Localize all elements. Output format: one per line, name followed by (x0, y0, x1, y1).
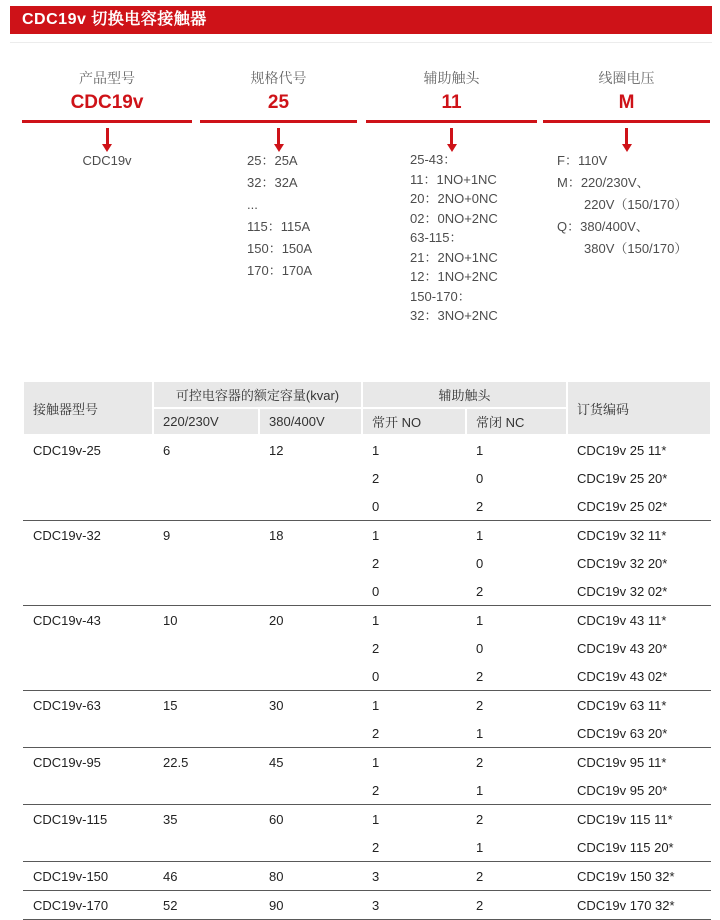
spec-table (22, 380, 712, 920)
normally-open-count-cell: 1 (362, 748, 466, 777)
normally-closed-count-cell: 0 (476, 470, 484, 486)
code-column-value: M (618, 92, 635, 113)
spec-table-header (23, 381, 711, 435)
red-underline (543, 120, 710, 123)
normally-open-count-cell: 0 (372, 668, 380, 684)
code-column-aux-contacts (366, 70, 537, 326)
order-code-cell: CDC19v 25 11* (577, 442, 667, 458)
order-code-cell: CDC19v 32 20* (577, 555, 668, 571)
code-detail-line: CDC19v (82, 153, 132, 168)
code-detail-line: 20：2NO+0NC (410, 191, 498, 206)
kvar-380-400v-cell: 60 (259, 805, 362, 862)
table-row (23, 805, 711, 834)
code-detail-line: 25-43： (410, 152, 457, 167)
contactor-model-cell: CDC19v-95 (23, 748, 153, 805)
order-code-cell: CDC19v 25 02* (577, 498, 668, 514)
normally-closed-count-cell: 2 (476, 583, 484, 599)
code-detail-list (200, 150, 357, 282)
kvar-220-230v-cell: 9 (153, 521, 259, 606)
order-code-cell: CDC19v 32 11* (567, 521, 711, 550)
normally-closed-count-cell: 1 (476, 725, 484, 741)
table-row (23, 891, 711, 920)
kvar-380-400v-cell: 12 (269, 443, 284, 458)
table-row (23, 691, 711, 720)
code-detail-line: 32：32A (247, 175, 298, 190)
code-detail-line: 25：25A (247, 153, 298, 168)
normally-open-count-cell: 1 (362, 606, 466, 635)
code-column-product-model (22, 70, 192, 172)
code-detail-line: F：110V (557, 153, 608, 168)
kvar-220-230v-cell: 46 (153, 862, 259, 891)
contactor-model-cell: CDC19v-150 (23, 862, 153, 891)
normally-open-count-cell: 2 (372, 839, 380, 855)
banner-divider (10, 42, 712, 43)
code-column-value: 11 (441, 92, 462, 113)
normally-closed-count-cell: 2 (466, 748, 567, 777)
normally-closed-count-cell: 0 (476, 555, 484, 571)
normally-open-count-cell: 2 (372, 782, 380, 798)
code-detail-line: 12：1NO+2NC (410, 269, 498, 284)
code-column-value: 25 (267, 92, 290, 113)
contactor-model-cell: CDC19v-32 (23, 521, 153, 606)
code-detail-line: 32：3NO+2NC (410, 308, 498, 323)
code-column-spec-code (200, 70, 357, 282)
kvar-220-230v-cell: 15 (153, 691, 259, 748)
order-code-cell: CDC19v 150 32* (567, 862, 711, 891)
normally-closed-count-cell: 2 (476, 668, 484, 684)
code-column-label: 线圈电压 (598, 70, 655, 86)
normally-open-count-cell: 1 (362, 521, 466, 550)
down-arrow-icon (450, 128, 453, 144)
kvar-380-400v-cell: 20 (259, 606, 362, 691)
contactor-model-cell: CDC19v-115 (23, 805, 153, 862)
contactor-model-cell: CDC19v-170 (23, 891, 153, 920)
kvar-380-400v-cell: 45 (259, 748, 362, 805)
table-row (23, 521, 711, 550)
page-title: CDC19v 切换电容接触器 (22, 11, 207, 28)
normally-open-count-cell: 2 (372, 640, 380, 656)
col-header-aux-contacts: 辅助触头 (362, 381, 567, 408)
red-underline (200, 120, 357, 123)
col-header-rated-capacity: 可控电容器的额定容量(kvar) (153, 381, 362, 408)
code-column-label: 产品型号 (79, 70, 135, 86)
kvar-380-400v-cell: 80 (259, 862, 362, 891)
kvar-380-400v-cell: 90 (259, 891, 362, 920)
order-code-cell: CDC19v 115 11* (567, 805, 711, 834)
order-code-cell: CDC19v 43 20* (577, 640, 668, 656)
kvar-220-230v-cell: 35 (153, 805, 259, 862)
down-arrow-icon (625, 128, 628, 144)
normally-closed-count-cell: 0 (476, 640, 484, 656)
page-title-banner (10, 6, 712, 34)
normally-open-count-cell: 1 (362, 805, 466, 834)
col-header-380-400v: 380/400V (259, 408, 362, 435)
kvar-220-230v-cell: 10 (153, 606, 259, 691)
col-header-220-230v: 220/230V (153, 408, 259, 435)
code-detail-line: 02：0NO+2NC (410, 210, 498, 226)
code-detail-line: 11：1NO+1NC (410, 171, 497, 187)
down-arrow-icon (106, 128, 109, 144)
contactor-model-cell: CDC19v-25 (33, 443, 101, 458)
col-header-order-code: 订货编码 (567, 381, 711, 435)
normally-open-count-cell: 2 (372, 725, 380, 741)
normally-open-count-cell: 2 (372, 555, 380, 571)
spec-table-body (23, 435, 711, 920)
contactor-model-cell: CDC19v-63 (23, 691, 153, 748)
normally-open-count-cell: 0 (372, 498, 380, 514)
order-code-cell: CDC19v 95 20* (577, 782, 668, 798)
contactor-model-cell: CDC19v-43 (23, 606, 153, 691)
spec-table-section (22, 380, 712, 920)
normally-closed-count-cell: 1 (476, 442, 484, 458)
code-detail-list (366, 150, 537, 326)
code-detail-line: Q：380/400V、 (557, 219, 649, 234)
order-code-cell: CDC19v 63 11* (567, 691, 711, 720)
code-detail-line: 63-115： (410, 230, 463, 245)
normally-closed-count-cell: 1 (466, 606, 567, 635)
code-detail-line: M：220/230V、 (557, 175, 650, 190)
code-column-label: 辅助触头 (423, 70, 480, 86)
red-underline (22, 120, 192, 123)
kvar-220-230v-cell: 52 (153, 891, 259, 920)
col-header-normally-closed: 常闭 NC (466, 408, 567, 435)
normally-closed-count-cell: 2 (466, 691, 567, 720)
order-code-cell: CDC19v 170 32* (567, 891, 711, 920)
order-code-cell: CDC19v 25 20* (577, 470, 668, 486)
code-detail-line: 380V（150/170） (584, 241, 688, 256)
code-detail-line: 170：170A (247, 263, 313, 278)
kvar-220-230v-cell: 6 (163, 443, 171, 458)
col-header-normally-open: 常开 NO (362, 408, 466, 435)
kvar-380-400v-cell: 30 (259, 691, 362, 748)
col-header-contactor-model: 接触器型号 (23, 381, 153, 435)
kvar-380-400v-cell: 18 (259, 521, 362, 606)
order-code-cell: CDC19v 115 20* (577, 839, 674, 855)
header-row-top (23, 381, 711, 408)
red-underline (366, 120, 537, 123)
normally-open-count-cell: 1 (362, 691, 466, 720)
order-code-cell: CDC19v 43 11* (567, 606, 711, 635)
normally-open-count-cell: 2 (372, 470, 380, 486)
code-detail-line: ... (247, 197, 258, 212)
code-detail-list (22, 150, 192, 172)
table-row (23, 862, 711, 891)
code-detail-list (543, 150, 710, 260)
order-code-cell: CDC19v 43 02* (577, 668, 668, 684)
order-code-cell: CDC19v 32 02* (577, 583, 668, 599)
order-code-cell: CDC19v 63 20* (577, 725, 668, 741)
normally-closed-count-cell: 1 (476, 839, 484, 855)
table-row (23, 748, 711, 777)
kvar-220-230v-cell: 22.5 (153, 748, 259, 805)
normally-open-count-cell: 0 (372, 583, 380, 599)
normally-open-count-cell: 3 (362, 862, 466, 891)
normally-closed-count-cell: 2 (466, 862, 567, 891)
table-row (23, 435, 711, 464)
code-detail-line: 115：115A (247, 219, 311, 234)
normally-closed-count-cell: 2 (466, 805, 567, 834)
code-column-label: 规格代号 (250, 70, 307, 86)
normally-open-count-cell: 3 (362, 891, 466, 920)
normally-closed-count-cell: 1 (466, 521, 567, 550)
normally-closed-count-cell: 1 (476, 782, 484, 798)
order-code-cell: CDC19v 95 11* (567, 748, 711, 777)
code-column-coil-voltage (543, 70, 710, 260)
code-detail-line: 150-170： (410, 288, 471, 304)
code-column-value: CDC19v (70, 92, 144, 113)
normally-closed-count-cell: 2 (466, 891, 567, 920)
normally-open-count-cell: 1 (372, 442, 380, 458)
code-detail-line: 150：150A (247, 241, 313, 256)
code-detail-line: 21：2NO+1NC (410, 249, 498, 265)
normally-closed-count-cell: 2 (476, 498, 484, 514)
down-arrow-icon (277, 128, 280, 144)
code-detail-line: 220V（150/170） (584, 197, 688, 212)
table-row (23, 606, 711, 635)
